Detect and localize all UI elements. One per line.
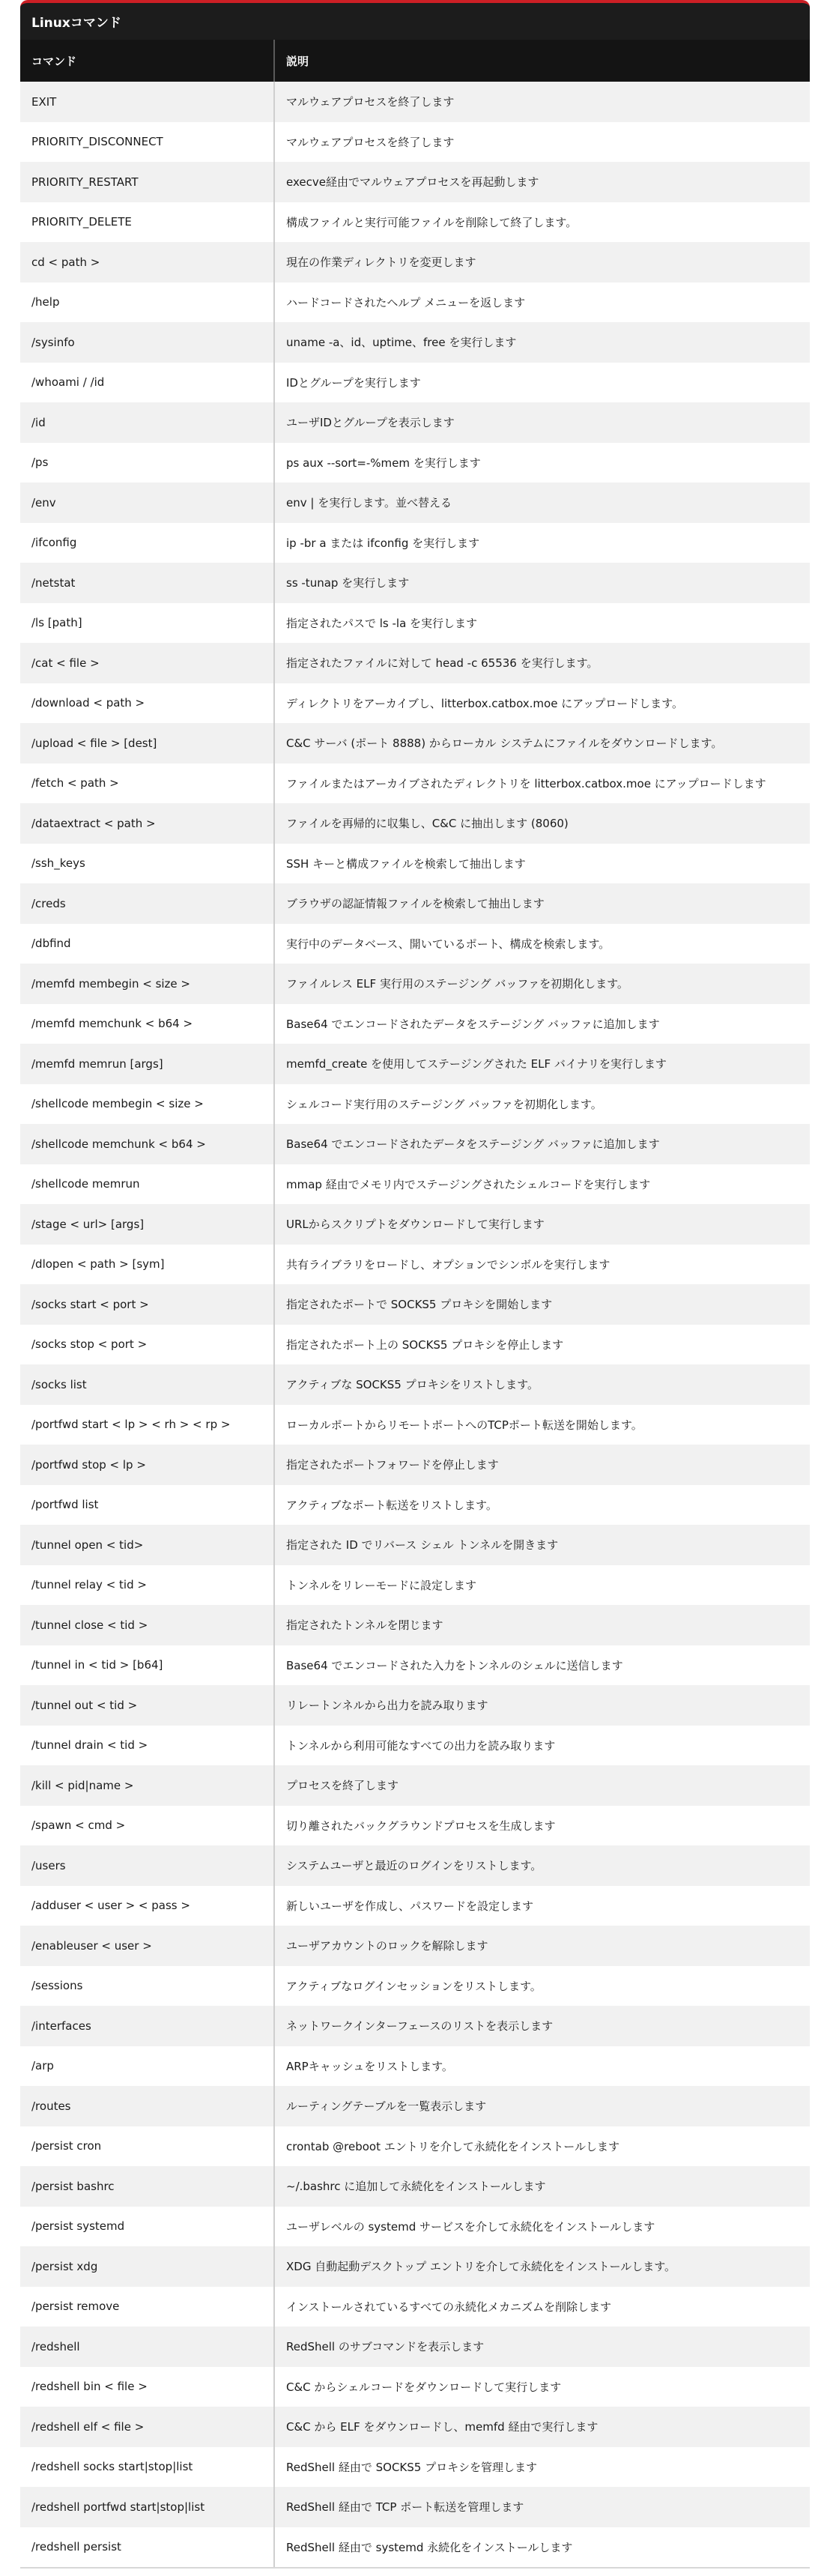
table-row — [20, 1645, 810, 1686]
table-row — [20, 1284, 810, 1325]
description-cell: C&C からシェルコードをダウンロードして実行します — [286, 2380, 562, 2394]
description-cell: ディレクトリをアーカイブし、litterbox.catbox.moe にアップロードします。 — [286, 696, 683, 710]
table-row — [20, 1845, 810, 1886]
command-cell: /dataextract < path > — [20, 803, 275, 844]
description-cell: 指定された ID でリバース シェル トンネルを開きます — [286, 1538, 559, 1552]
command-cell: PRIORITY_DISCONNECT — [20, 122, 275, 163]
command-cell: /tunnel in < tid > [b64] — [20, 1645, 275, 1686]
command-cell: /ps — [20, 443, 275, 483]
table-row — [20, 723, 810, 764]
description-cell: ファイルまたはアーカイブされたディレクトリを litterbox.catbox.moe にアップロードします — [286, 776, 766, 790]
command-cell: /redshell — [20, 2326, 275, 2367]
table-row — [20, 2126, 810, 2167]
table-row — [20, 764, 810, 804]
table-row — [20, 1485, 810, 1526]
description-cell: ユーザレベルの systemd サービスを介して永続化をインストールします — [286, 2219, 655, 2234]
command-cell: /persist xdg — [20, 2246, 275, 2287]
command-cell: /persist cron — [20, 2126, 275, 2167]
description-cell: アクティブなログインセッションをリストします。 — [286, 1979, 542, 1993]
command-cell: /portfwd stop < lp > — [20, 1445, 275, 1485]
table-row — [20, 1926, 810, 1966]
table-row — [20, 2166, 810, 2207]
description-cell: 指定されたファイルに対して head -c 65536 を実行します。 — [286, 656, 599, 671]
command-cell: PRIORITY_DELETE — [20, 202, 275, 243]
table-row — [20, 2407, 810, 2447]
command-cell: /stage < url> [args] — [20, 1204, 275, 1245]
description-cell: ブラウザの認証情報ファイルを検索して抽出します — [286, 897, 545, 911]
description-cell: XDG 自動起動デスクトップ エントリを介して永続化をインストールします。 — [286, 2260, 676, 2274]
command-cell: /kill < pid|name > — [20, 1765, 275, 1806]
description-cell: RedShell のサブコマンドを表示します — [286, 2340, 485, 2354]
command-cell: /redshell bin < file > — [20, 2367, 275, 2407]
command-cell: /dbfind — [20, 924, 275, 964]
table-row — [20, 1605, 810, 1645]
command-cell: /id — [20, 402, 275, 443]
table-row — [20, 322, 810, 363]
table-row — [20, 1685, 810, 1726]
header-command: コマンド — [20, 40, 275, 82]
command-cell: /enableuser < user > — [20, 1926, 275, 1966]
command-cell: /adduser < user > < pass > — [20, 1886, 275, 1926]
table-row — [20, 1525, 810, 1565]
table-row — [20, 82, 810, 122]
command-cell: /persist remove — [20, 2287, 275, 2327]
table-row — [20, 1204, 810, 1245]
table-row — [20, 2367, 810, 2407]
description-cell: env | を実行します。並べ替える — [286, 496, 452, 510]
command-cell: /shellcode membegin < size > — [20, 1084, 275, 1125]
table-row — [20, 683, 810, 724]
description-cell: リレートンネルから出力を読み取ります — [286, 1699, 488, 1713]
command-cell: /tunnel close < tid > — [20, 1605, 275, 1645]
description-cell: URLからスクリプトをダウンロードして実行します — [286, 1218, 545, 1232]
command-cell: /users — [20, 1845, 275, 1886]
command-cell: /cat < file > — [20, 643, 275, 683]
command-cell: /creds — [20, 883, 275, 924]
table-row — [20, 603, 810, 644]
command-cell: /fetch < path > — [20, 764, 275, 804]
description-cell: ~/.bashrc に追加して永続化をインストールします — [286, 2180, 546, 2194]
command-cell: /ifconfig — [20, 523, 275, 563]
description-cell: 指定されたポート上の SOCKS5 プロキシを停止します — [286, 1337, 564, 1352]
header-description: 説明 — [286, 54, 309, 68]
description-cell: ARPキャッシュをリストします。 — [286, 2059, 453, 2073]
command-cell: /tunnel drain < tid > — [20, 1726, 275, 1766]
table-row — [20, 1245, 810, 1285]
table-row — [20, 2246, 810, 2287]
description-cell: 指定されたトンネルを閉じます — [286, 1618, 443, 1633]
table-row — [20, 2207, 810, 2247]
description-cell: SSH キーと構成ファイルを検索して抽出します — [286, 856, 526, 871]
command-cell: EXIT — [20, 82, 275, 122]
table-row — [20, 2086, 810, 2126]
description-cell: プロセスを終了します — [286, 1779, 399, 1793]
table-row — [20, 1325, 810, 1365]
command-cell: /help — [20, 282, 275, 323]
description-cell: ss -tunap を実行します — [286, 576, 410, 590]
command-cell: /memfd membegin < size > — [20, 964, 275, 1004]
table-row — [20, 964, 810, 1004]
description-cell: ルーティングテーブルを一覧表示します — [286, 2099, 487, 2114]
command-cell: /tunnel open < tid> — [20, 1525, 275, 1565]
description-cell: ローカルポートからリモートポートへのTCPポート転送を開始します。 — [286, 1418, 643, 1432]
command-cell: /persist bashrc — [20, 2166, 275, 2207]
description-cell: マルウェアプロセスを終了します — [286, 135, 455, 149]
command-cell: /socks stop < port > — [20, 1325, 275, 1365]
description-cell: IDとグループを実行します — [286, 375, 421, 390]
table-row — [20, 2326, 810, 2367]
table-row — [20, 2006, 810, 2046]
table-row — [20, 1405, 810, 1445]
description-cell: uname -a、id、uptime、free を実行します — [286, 336, 517, 350]
description-cell: ファイルレス ELF 実行用のステージング バッファを初期化します。 — [286, 977, 628, 991]
command-cell: /persist systemd — [20, 2207, 275, 2247]
description-cell: 構成ファイルと実行可能ファイルを削除して終了します。 — [286, 215, 578, 229]
table-title-bar — [20, 0, 810, 40]
table-row — [20, 1966, 810, 2007]
description-cell: ファイルを再帰的に収集し、C&C に抽出します (8060) — [286, 817, 569, 831]
description-cell: execve経由でマルウェアプロセスを再起動します — [286, 175, 539, 190]
description-cell: crontab @reboot エントリを介して永続化をインストールします — [286, 2139, 620, 2153]
command-cell: /download < path > — [20, 683, 275, 724]
description-cell: トンネルをリレーモードに設定します — [286, 1578, 476, 1592]
command-cell: /env — [20, 483, 275, 523]
table-row — [20, 242, 810, 282]
command-cell: /tunnel out < tid > — [20, 1685, 275, 1726]
description-cell: シェルコード実行用のステージング バッファを初期化します。 — [286, 1097, 602, 1111]
command-cell: /socks start < port > — [20, 1284, 275, 1325]
description-cell: ps aux --sort=-%mem を実行します — [286, 456, 481, 470]
table-row — [20, 2487, 810, 2527]
table-header-row — [20, 40, 810, 82]
command-cell: /tunnel relay < tid > — [20, 1565, 275, 1606]
table-row — [20, 924, 810, 964]
table-row — [20, 1124, 810, 1164]
command-cell: /arp — [20, 2046, 275, 2087]
table-row — [20, 483, 810, 523]
command-cell: /netstat — [20, 563, 275, 603]
description-cell: 現在の作業ディレクトリを変更します — [286, 256, 476, 270]
description-cell: インストールされているすべての永続化メカニズムを削除します — [286, 2300, 611, 2314]
description-cell: ユーザアカウントのロックを解除します — [286, 1939, 488, 1953]
command-cell: /socks list — [20, 1364, 275, 1405]
table-row — [20, 122, 810, 163]
command-cell: /ssh_keys — [20, 844, 275, 884]
table-row — [20, 1084, 810, 1125]
command-cell: /memfd memchunk < b64 > — [20, 1004, 275, 1044]
command-cell: /redshell socks start|stop|list — [20, 2447, 275, 2488]
description-cell: マルウェアプロセスを終了します — [286, 95, 455, 109]
description-cell: 指定されたポートで SOCKS5 プロキシを開始します — [286, 1298, 553, 1312]
table-title: Linuxコマンド — [31, 16, 121, 31]
command-cell: /redshell persist — [20, 2527, 275, 2568]
description-cell: 実行中のデータベース、開いているポート、構成を検索します。 — [286, 937, 611, 951]
table-bottom-rule — [20, 2567, 810, 2569]
command-cell: /sessions — [20, 1966, 275, 2007]
table-row — [20, 2046, 810, 2087]
description-cell: C&C サーバ (ポート 8888) からローカル システムにファイルをダウンロードします。 — [286, 737, 723, 751]
command-cell: /upload < file > [dest] — [20, 723, 275, 764]
command-table — [20, 0, 810, 2569]
table-row — [20, 1164, 810, 1205]
command-cell: /whoami / /id — [20, 363, 275, 403]
table-row — [20, 523, 810, 563]
table-row — [20, 363, 810, 403]
description-cell: mmap 経由でメモリ内でステージングされたシェルコードを実行します — [286, 1177, 651, 1191]
table-row — [20, 643, 810, 683]
table-row — [20, 1044, 810, 1084]
description-cell: アクティブなポート転送をリストします。 — [286, 1498, 497, 1512]
description-cell: アクティブな SOCKS5 プロキシをリストします。 — [286, 1378, 539, 1392]
command-cell: /redshell portfwd start|stop|list — [20, 2487, 275, 2527]
description-cell: 新しいユーザを作成し、パスワードを設定します — [286, 1899, 534, 1913]
table-row — [20, 1565, 810, 1606]
description-cell: 共有ライブラリをロードし、オプションでシンボルを実行します — [286, 1257, 611, 1272]
command-cell: /interfaces — [20, 2006, 275, 2046]
description-cell: RedShell 経由で SOCKS5 プロキシを管理します — [286, 2460, 537, 2474]
command-cell: /shellcode memrun — [20, 1164, 275, 1205]
description-cell: ip -br a または ifconfig を実行します — [286, 536, 480, 550]
command-cell: /spawn < cmd > — [20, 1806, 275, 1846]
table-row — [20, 2287, 810, 2327]
command-cell: /memfd memrun [args] — [20, 1044, 275, 1084]
table-row — [20, 803, 810, 844]
table-row — [20, 2447, 810, 2488]
description-cell: 切り離されたバックグラウンドプロセスを生成します — [286, 1818, 556, 1833]
table-row — [20, 443, 810, 483]
command-cell: PRIORITY_RESTART — [20, 162, 275, 202]
description-cell: RedShell 経由で systemd 永続化をインストールします — [286, 2540, 573, 2554]
table-row — [20, 1886, 810, 1926]
description-cell: ユーザIDとグループを表示します — [286, 416, 455, 430]
description-cell: C&C から ELF をダウンロードし、memfd 経由で実行します — [286, 2420, 599, 2434]
description-cell: Base64 でエンコードされたデータをステージング バッファに追加します — [286, 1137, 660, 1152]
description-cell: 指定されたポートフォワードを停止します — [286, 1458, 499, 1472]
description-cell: ネットワークインターフェースのリストを表示します — [286, 2019, 554, 2034]
table-row — [20, 402, 810, 443]
table-row — [20, 1004, 810, 1044]
command-cell: /shellcode memchunk < b64 > — [20, 1124, 275, 1164]
table-row — [20, 162, 810, 202]
table-row — [20, 1765, 810, 1806]
command-cell: /routes — [20, 2086, 275, 2126]
table-row — [20, 883, 810, 924]
table-row — [20, 1726, 810, 1766]
table-row — [20, 282, 810, 323]
table-row — [20, 563, 810, 603]
description-cell: システムユーザと最近のログインをリストします。 — [286, 1859, 542, 1873]
description-cell: Base64 でエンコードされた入力をトンネルのシェルに送信します — [286, 1658, 623, 1672]
table-row — [20, 2527, 810, 2568]
command-cell: /dlopen < path > [sym] — [20, 1245, 275, 1285]
table-row — [20, 1806, 810, 1846]
description-cell: memfd_create を使用してステージングされた ELF バイナリを実行します — [286, 1057, 667, 1071]
command-cell: /portfwd list — [20, 1485, 275, 1526]
command-cell: cd < path > — [20, 242, 275, 282]
command-cell: /redshell elf < file > — [20, 2407, 275, 2447]
table-row — [20, 844, 810, 884]
table-body — [20, 82, 810, 2567]
description-cell: 指定されたパスで ls -la を実行します — [286, 616, 478, 630]
description-cell: トンネルから利用可能なすべての出力を読み取ります — [286, 1738, 556, 1753]
description-cell: ハードコードされたヘルプ メニューを返します — [286, 295, 526, 309]
description-cell: RedShell 経由で TCP ポート転送を管理します — [286, 2500, 524, 2515]
table-row — [20, 1364, 810, 1405]
command-cell: /portfwd start < lp > < rh > < rp > — [20, 1405, 275, 1445]
description-cell: Base64 でエンコードされたデータをステージング バッファに追加します — [286, 1017, 660, 1031]
table-row — [20, 1445, 810, 1485]
table-row — [20, 202, 810, 243]
command-cell: /sysinfo — [20, 322, 275, 363]
command-cell: /ls [path] — [20, 603, 275, 644]
